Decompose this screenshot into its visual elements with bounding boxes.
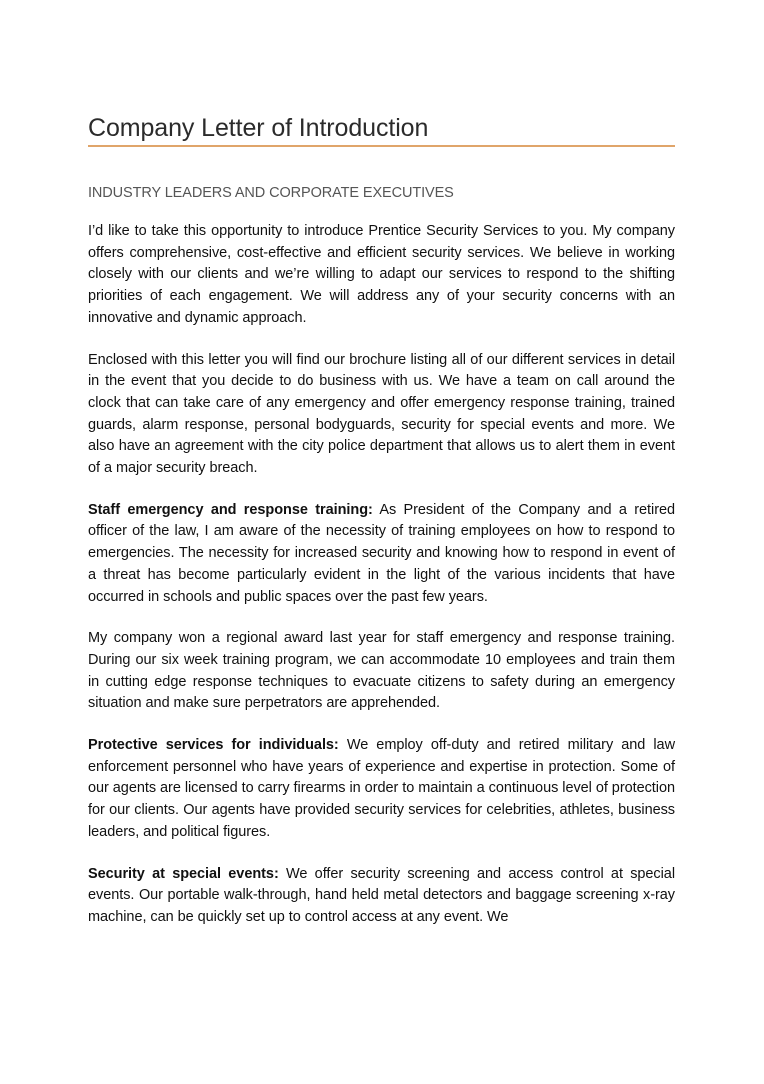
paragraph-text: We employ off-duty and retired military and law enforcement personnel who have years of experience and expertise in protection. Some of our agents are licensed to carry firearms in order to maintain a continuous level of protection for our clients. Our agents have provided security services for celebrities, athletes, business leaders, and political figures.: [88, 737, 675, 840]
paragraph-introduction: [88, 221, 675, 330]
page-subtitle: INDUSTRY LEADERS AND CORPORATE EXECUTIVES: [88, 185, 454, 201]
paragraph-text: As President of the Company and a retired officer of the law, I am aware of the necessity of training employees on how to respond to emergencies. The necessity for increased security and knowing how to respond in event of a threat has become particularly evident in the light of the various incidents that have occurred in schools and public spaces over the past few years.: [88, 501, 676, 605]
paragraph-text: I’d like to take this opportunity to introduce Prentice Security Services to you. My company offers comprehensive, cost-effective and efficient security services. We believe in working closely with our clients and we’re willing to adapt our services to respond to the shifting priorities of each engagement. We will address any of your security concerns with an innovative and dynamic approach.: [88, 223, 675, 326]
paragraph-protective-services: [88, 735, 675, 844]
paragraph-text: My company won a regional award last year for staff emergency and response training. During our six week training program, we can accommodate 10 employees and train them in cutting edge response techniques to evacuate citizens to safety during an emergency situation and make sure perpetrators are apprehended.: [88, 630, 675, 712]
paragraph-text: Enclosed with this letter you will find our brochure listing all of our different services in detail in the event that you decide to do business with us. We have a team on call around the clock that can take care of any emergency and offer emergency response training, trained guards, alarm response, personal bodyguards, security for special events and more. We also have an agreement with the city police department that allows us to alert them in event of a major security breach.: [88, 351, 675, 477]
paragraph-lead: Security at special events:: [88, 865, 279, 882]
paragraph-staff-training: [88, 500, 675, 609]
page-title: Company Letter of Introduction: [88, 112, 675, 147]
paragraph-award: [88, 628, 675, 715]
paragraph-lead: Staff emergency and response training:: [88, 501, 373, 518]
paragraph-text: We offer security screening and access control at special events. Our portable walk-through, hand held metal detectors and baggage screening x-ray machine, can be quickly set up to control access at any event. We: [88, 865, 675, 925]
paragraph-special-events: [88, 864, 675, 929]
paragraph-lead: Protective services for individuals:: [88, 737, 339, 754]
letter-body: [88, 221, 675, 949]
paragraph-brochure: [88, 350, 675, 480]
